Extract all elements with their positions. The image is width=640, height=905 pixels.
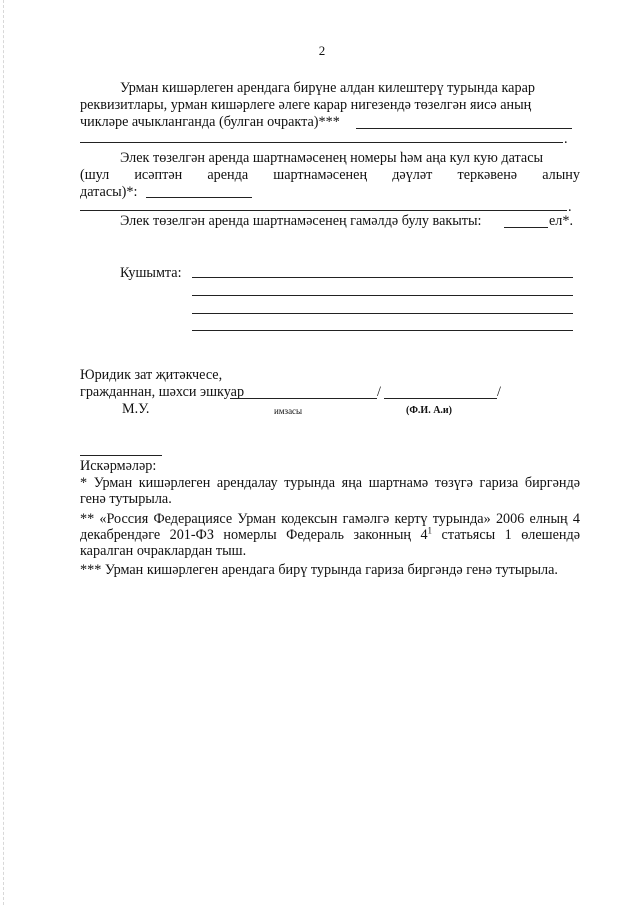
attachment-line-1[interactable] (192, 277, 573, 278)
p1-line1: Урман кишәрлеген арендага бирүне алдан килештерү турында карар (120, 80, 535, 96)
p2-word: шартнамәсенең (273, 167, 368, 183)
note-2 (80, 511, 580, 559)
name-field[interactable] (384, 398, 497, 399)
caption-sign: имзасы (274, 406, 303, 416)
note-2-text: ** «Россия Федерациясе Урман кодексын гамәлгә кертү турында» 2006 елның 4 декабрендәге 201-ФЗ номерлы Федераль законның 4 (80, 511, 580, 543)
p2-word: дәүләт (392, 167, 433, 183)
p1-end-dot: . (564, 131, 568, 147)
note-2-sup: 1 (427, 525, 433, 536)
p2-end-dot: . (568, 199, 572, 215)
attachment-label: Кушымта: (120, 265, 182, 281)
p2-line1: Элек төзелгән аренда шартнамәсенең номеры һәм аңа кул кую датасы (120, 150, 544, 166)
p2-word: исәптән (134, 167, 183, 183)
attachment-line-2[interactable] (192, 295, 573, 296)
signature-field[interactable] (230, 398, 377, 399)
scan-edge-marks (3, 0, 6, 905)
p1-blank-field-2[interactable] (80, 142, 563, 143)
note-1: * Урман кишәрлеген арендалау турында яңа шартнамә төзүгә гариза биргәндә генә тутырыла. (80, 475, 580, 507)
signature-line2: гражданнан, шәхси эшкуар (80, 384, 245, 400)
note-2-text-end: статьясы 1 өлешендә каралган очраклардан тыш. (80, 527, 581, 559)
attachment-line-3[interactable] (192, 313, 573, 314)
notes-heading: Искәрмәләр: (80, 458, 157, 474)
p3-years-field[interactable] (504, 227, 548, 228)
p2-line2 (80, 167, 580, 183)
p2-word: теркәвенә (457, 167, 518, 183)
note-3: *** Урман кишәрлеген арендага бирү турында гариза биргәндә генә тутырыла. (80, 562, 558, 578)
signature-slash-2: / (497, 384, 501, 400)
signature-line1: Юридик зат җитәкчесе, (80, 367, 223, 383)
page-number: 2 (318, 43, 326, 58)
p2-line3: датасы)*: (80, 184, 138, 200)
p2-blank-field-1[interactable] (146, 197, 252, 198)
p2-word: аренда (207, 167, 249, 183)
p1-blank-field-1[interactable] (356, 128, 572, 129)
p1-line3: чикләре ачыкланганда (булган очракта)*** (80, 114, 340, 130)
signature-slash-1: / (377, 384, 381, 400)
p3-text: Элек төзелгән аренда шартнамәсенең гамәлдә булу вакыты: (120, 213, 482, 229)
p2-word: алыну (542, 167, 580, 183)
p2-word: (шул (80, 167, 110, 183)
p2-blank-field-2[interactable] (80, 210, 567, 211)
notes-separator (80, 455, 162, 456)
stamp-label: М.У. (122, 401, 150, 417)
caption-name: (Ф.И. А.и) (406, 405, 453, 416)
p1-line2: реквизитлары, урман кишәрлеге әлеге карар нигезендә төзелгән яисә аның (80, 97, 532, 113)
p3-suffix: ел*. (549, 213, 574, 229)
attachment-line-4[interactable] (192, 330, 573, 331)
